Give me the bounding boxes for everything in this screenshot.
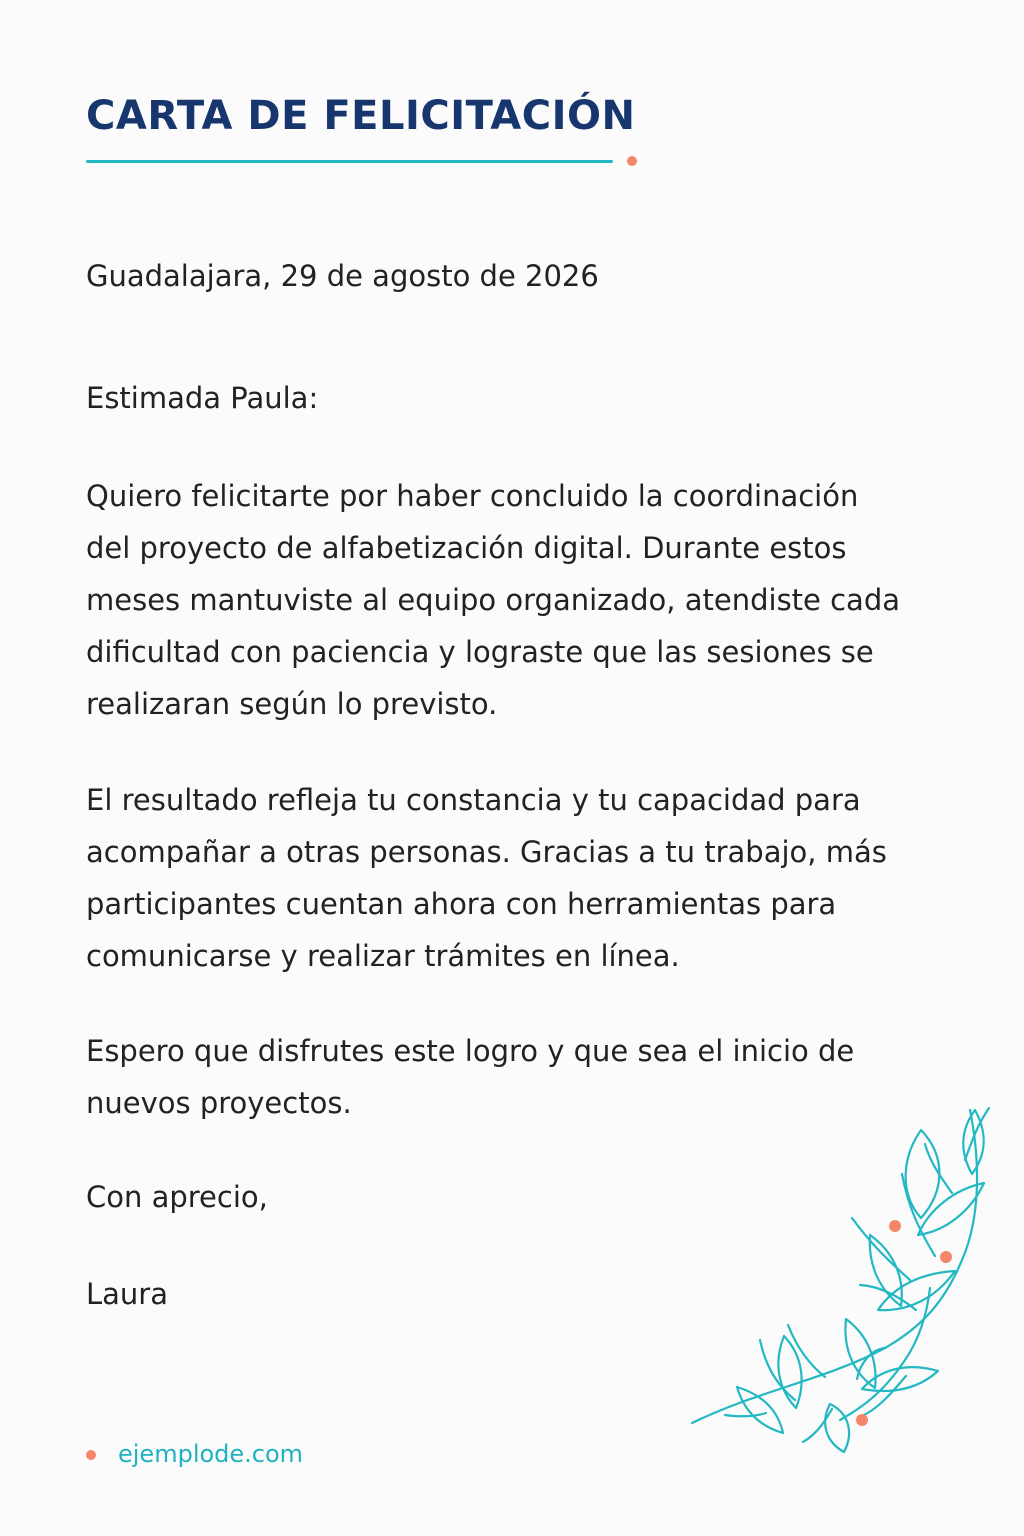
- letter-date: Guadalajara, 29 de agosto de 2026: [86, 259, 599, 293]
- letter-paragraph-2: El resultado refleja tu constancia y tu capacidad para acompañar a otras personas. Gracias a tu trabajo, más participantes cuentan ahora con herramientas para comunicarse y realizar trámites en línea.: [86, 783, 887, 973]
- letter-title: CARTA DE FELICITACIÓN: [86, 93, 636, 139]
- letter-paragraph-1: Quiero felicitarte por haber concluido la coordinación del proyecto de alfabetización digital. Durante estos meses mantuviste al equipo organizado, atendiste cada dificultad con paciencia y lograste que las sesiones se realizaran según lo previsto.: [86, 479, 900, 721]
- footer-dot: [86, 1450, 96, 1460]
- letter-paragraph-3: Espero que disfrutes este logro y que sea el inicio de nuevos proyectos.: [86, 1034, 855, 1120]
- title-underline: [86, 160, 613, 163]
- footer-website-link[interactable]: ejemplode.com: [118, 1440, 304, 1468]
- letter-closing: Con aprecio,: [86, 1180, 268, 1214]
- title-accent-dot: [627, 156, 637, 166]
- leaf-branch-icon: [680, 1090, 1000, 1470]
- letter-greeting: Estimada Paula:: [86, 381, 319, 415]
- letter-signature: Laura: [86, 1277, 169, 1311]
